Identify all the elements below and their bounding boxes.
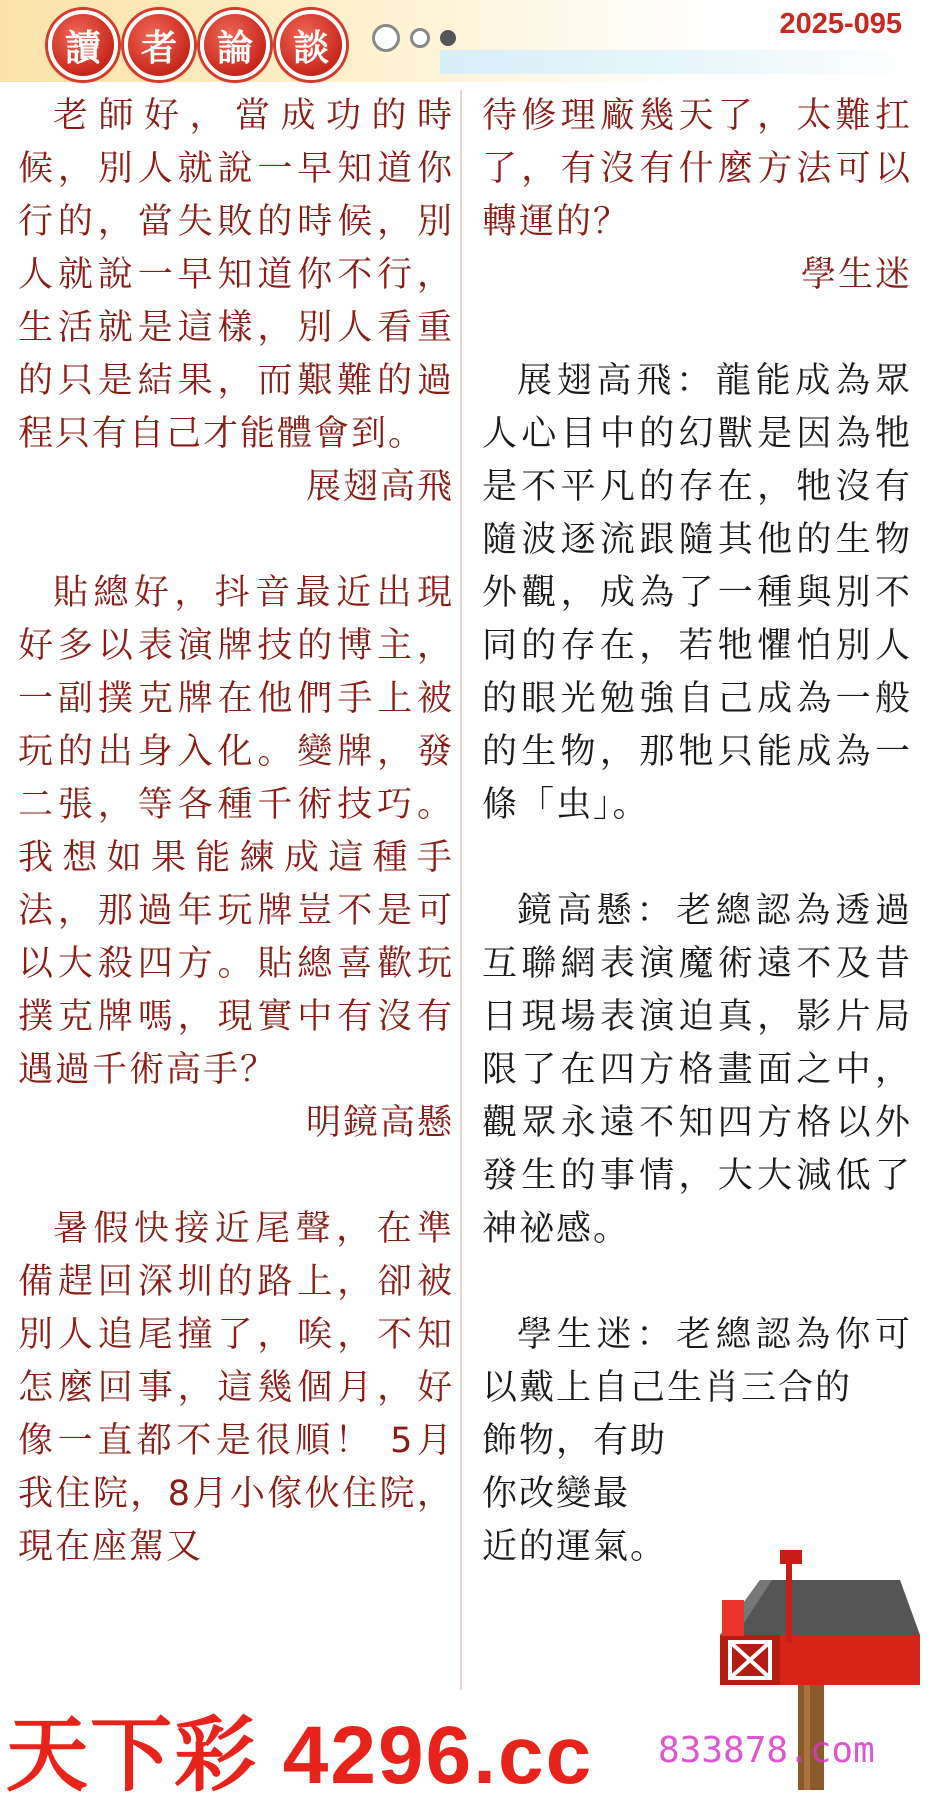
column-divider bbox=[460, 90, 462, 1690]
letter-3-part-2: 待修理廠幾天了，太難扛了，有沒有什麼方法可以轉運的？ bbox=[482, 96, 912, 242]
reply-1: 展翅高飛：龍能成為眾人心目中的幻獸是因為牠是不平凡的存在，牠沒有隨波逐流跟隨其他的生物外觀，成為了一種與別不同的存在，若牠懼怕別人的眼光勉強自己成為一般的生物，那牠只能成為一條「虫」。 bbox=[482, 361, 912, 825]
letter-2: 貼總好，抖音最近出現好多以表演牌技的博主，一副撲克牌在他們手上被玩的出身入化。變牌，發二張，等各種千術技巧。我想如果能練成這種手法，那過年玩牌豈不是可以大殺四方。貼總喜歡玩撲克牌嗎，現實中有沒有遇過千術高手？ bbox=[18, 573, 454, 1090]
right-column bbox=[482, 90, 912, 1574]
title-char-4: 談 bbox=[276, 10, 346, 80]
dot-medium bbox=[410, 28, 430, 48]
reply-3-line-3: 近的運氣。 bbox=[482, 1527, 668, 1567]
left-column bbox=[18, 90, 454, 1574]
reply-3: 學生迷：老總認為你可以戴上自己生肖三合的 bbox=[482, 1315, 912, 1408]
letter-1-signature: 展翅高飛 bbox=[305, 467, 454, 507]
letter-3-part-1: 暑假快接近尾聲，在準備趕回深圳的路上，卻被別人追尾撞了，唉，不知怎麼回事，這幾個月，好像一直都不是很順！ 5月我住院，8月小傢伙住院，現在座駕又 bbox=[18, 1209, 454, 1567]
header-bar bbox=[0, 0, 942, 82]
reply-3-line-2: 你改變最 bbox=[482, 1474, 631, 1514]
letter-3-signature: 學生迷 bbox=[800, 255, 912, 295]
watermark-right: 833878.com bbox=[658, 1730, 875, 1771]
title-char-2: 者 bbox=[124, 10, 194, 80]
title-char-1: 讀 bbox=[48, 10, 118, 80]
title-char-3: 論 bbox=[200, 10, 270, 80]
letter-1: 老師好，當成功的時候，別人就說一早知道你行的，當失敗的時候，別人就說一早知道你不行，生活就是這樣，別人看重的只是結果，而艱難的過程只有自己才能體會到。 bbox=[18, 96, 454, 454]
letter-2-signature: 明鏡高懸 bbox=[305, 1103, 454, 1143]
issue-number: 2025-095 bbox=[779, 8, 902, 40]
decor-dots bbox=[372, 24, 456, 52]
column-title bbox=[48, 10, 346, 80]
dot-large bbox=[372, 24, 400, 52]
reply-3-line-1: 飾物，有助 bbox=[482, 1421, 668, 1461]
header-strip bbox=[440, 50, 910, 74]
dot-small bbox=[440, 30, 456, 46]
watermark-left: 天下彩 4296.cc bbox=[6, 1710, 594, 1801]
reply-2: 鏡高懸：老總認為透過互聯網表演魔術遠不及昔日現場表演迫真，影片局限了在四方格畫面之中，觀眾永遠不知四方格以外發生的事情，大大減低了神祕感。 bbox=[482, 891, 912, 1249]
